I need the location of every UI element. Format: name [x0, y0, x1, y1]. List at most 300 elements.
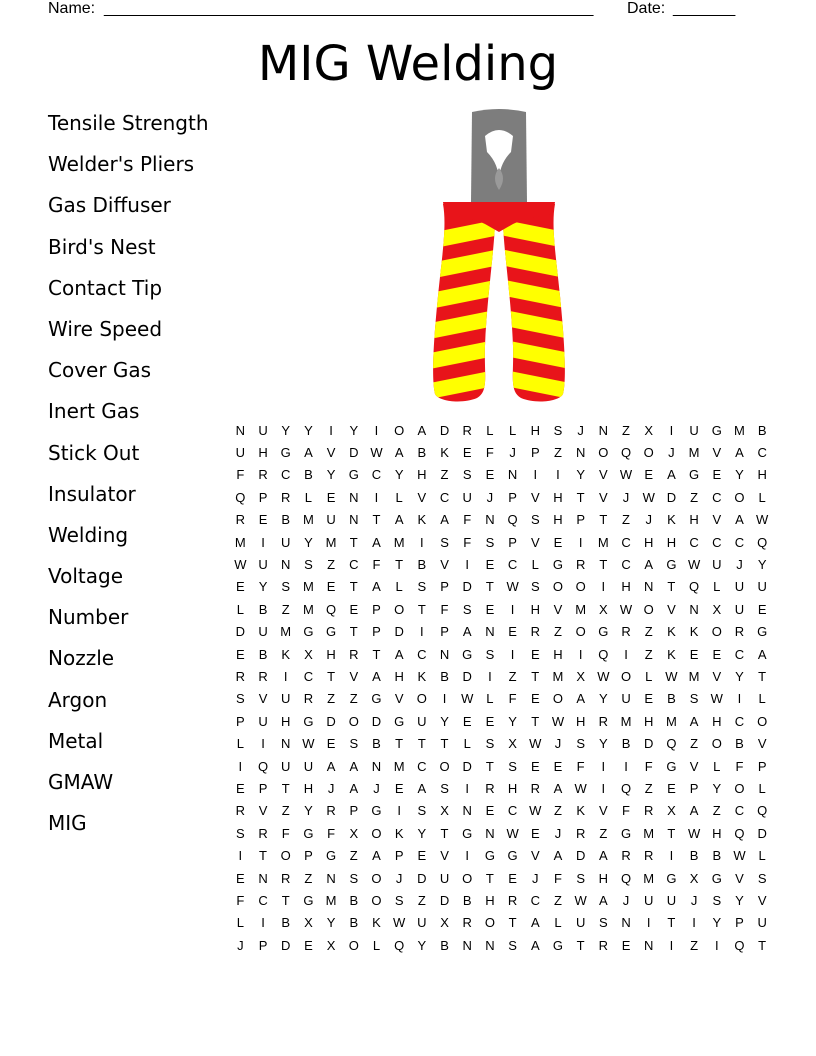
grid-letter[interactable]: R	[575, 825, 586, 841]
grid-letter[interactable]: I	[601, 579, 606, 595]
grid-letter[interactable]: N	[485, 937, 495, 953]
grid-letter[interactable]: C	[757, 445, 767, 461]
grid-letter[interactable]: M	[393, 758, 405, 774]
grid-letter[interactable]: A	[553, 848, 563, 864]
grid-letter[interactable]: M	[643, 825, 655, 841]
grid-letter[interactable]: T	[599, 512, 608, 528]
grid-letter[interactable]: O	[757, 713, 768, 729]
grid-letter[interactable]: E	[712, 646, 722, 662]
grid-letter[interactable]: E	[644, 691, 654, 707]
grid-letter[interactable]: H	[258, 445, 268, 461]
grid-letter[interactable]: Y	[326, 915, 336, 931]
grid-letter[interactable]: T	[485, 870, 494, 886]
grid-letter[interactable]: H	[530, 601, 540, 617]
grid-letter[interactable]: I	[624, 646, 628, 662]
grid-letter[interactable]: T	[372, 512, 381, 528]
grid-letter[interactable]: R	[462, 422, 472, 438]
grid-letter[interactable]: Y	[440, 713, 449, 729]
grid-letter[interactable]: G	[280, 445, 291, 461]
grid-letter[interactable]: A	[735, 512, 744, 528]
grid-letter[interactable]: D	[349, 445, 359, 461]
grid-letter[interactable]: M	[302, 579, 314, 595]
grid-letter[interactable]: G	[711, 422, 722, 438]
grid-letter[interactable]: V	[735, 870, 744, 886]
grid-letter[interactable]: T	[667, 579, 676, 595]
grid-letter[interactable]: I	[397, 803, 401, 819]
grid-letter[interactable]: B	[440, 668, 449, 684]
grid-letter[interactable]: E	[485, 713, 495, 729]
grid-letter[interactable]: N	[644, 937, 654, 953]
grid-letter[interactable]: L	[236, 915, 244, 931]
grid-letter[interactable]: S	[304, 557, 313, 573]
grid-letter[interactable]: Z	[553, 892, 562, 908]
grid-letter[interactable]: M	[688, 668, 700, 684]
grid-letter[interactable]: W	[619, 467, 633, 483]
grid-letter[interactable]: P	[757, 758, 767, 774]
grid-letter[interactable]: E	[485, 601, 495, 617]
grid-letter[interactable]: Q	[620, 445, 632, 461]
grid-letter[interactable]: C	[507, 803, 518, 819]
grid-letter[interactable]: A	[372, 848, 381, 864]
grid-letter[interactable]: H	[666, 534, 677, 550]
grid-letter[interactable]: R	[235, 803, 246, 819]
grid-letter[interactable]: X	[440, 915, 449, 931]
grid-letter[interactable]: Y	[349, 422, 359, 438]
grid-letter[interactable]: W	[687, 825, 701, 841]
grid-letter[interactable]: O	[620, 668, 632, 684]
grid-letter[interactable]: S	[757, 870, 767, 886]
grid-letter[interactable]: C	[621, 557, 631, 573]
grid-letter[interactable]: I	[510, 646, 515, 662]
grid-letter[interactable]: P	[689, 780, 699, 796]
grid-letter[interactable]: U	[621, 691, 631, 707]
grid-letter[interactable]: S	[530, 579, 540, 595]
grid-letter[interactable]: I	[737, 691, 742, 707]
grid-letter[interactable]: J	[668, 445, 675, 461]
grid-letter[interactable]: G	[303, 825, 314, 841]
grid-letter[interactable]: U	[417, 713, 427, 729]
grid-letter[interactable]: U	[258, 624, 268, 640]
grid-letter[interactable]: G	[507, 848, 518, 864]
grid-letter[interactable]: P	[440, 624, 449, 640]
grid-letter[interactable]: D	[235, 624, 246, 640]
grid-letter[interactable]: D	[757, 825, 767, 841]
grid-letter[interactable]: L	[713, 758, 721, 774]
grid-letter[interactable]: O	[711, 736, 722, 752]
grid-letter[interactable]: H	[712, 713, 722, 729]
grid-letter[interactable]: A	[599, 848, 608, 864]
grid-letter[interactable]: O	[734, 780, 745, 796]
grid-letter[interactable]: J	[622, 489, 630, 505]
grid-letter[interactable]: R	[258, 668, 268, 684]
grid-letter[interactable]: C	[712, 489, 722, 505]
grid-letter[interactable]: I	[624, 758, 628, 774]
grid-letter[interactable]: Y	[304, 422, 313, 438]
grid-letter[interactable]: H	[417, 467, 427, 483]
grid-letter[interactable]: R	[462, 915, 472, 931]
grid-letter[interactable]: P	[372, 624, 381, 640]
grid-letter[interactable]: B	[462, 892, 472, 908]
grid-letter[interactable]: V	[689, 758, 699, 774]
grid-letter[interactable]: T	[508, 915, 517, 931]
grid-letter[interactable]: T	[281, 780, 290, 796]
grid-letter[interactable]: D	[462, 758, 472, 774]
grid-letter[interactable]: E	[349, 601, 359, 617]
grid-letter[interactable]: W	[665, 668, 678, 684]
grid-letter[interactable]: S	[236, 691, 245, 707]
grid-letter[interactable]: U	[462, 489, 472, 505]
grid-letter[interactable]: G	[552, 557, 564, 573]
grid-letter[interactable]: T	[576, 489, 585, 505]
grid-letter[interactable]: P	[440, 579, 449, 595]
grid-letter[interactable]: I	[488, 668, 492, 684]
grid-letter[interactable]: S	[440, 534, 449, 550]
grid-letter[interactable]: E	[621, 937, 631, 953]
grid-letter[interactable]: Z	[281, 803, 290, 819]
grid-letter[interactable]: K	[667, 512, 676, 528]
grid-letter[interactable]: A	[417, 422, 427, 438]
grid-letter[interactable]: E	[236, 780, 245, 796]
grid-letter[interactable]: R	[621, 848, 631, 864]
grid-letter[interactable]: I	[601, 758, 606, 774]
grid-letter[interactable]: J	[622, 892, 630, 908]
grid-letter[interactable]: O	[484, 915, 495, 931]
grid-letter[interactable]: B	[281, 512, 291, 528]
grid-letter[interactable]: G	[711, 870, 722, 886]
grid-letter[interactable]: W	[619, 601, 633, 617]
grid-letter[interactable]: I	[442, 691, 447, 707]
grid-letter[interactable]: H	[689, 512, 699, 528]
grid-letter[interactable]: R	[258, 467, 268, 483]
grid-letter[interactable]: A	[304, 445, 313, 461]
grid-letter[interactable]: C	[281, 467, 291, 483]
grid-letter[interactable]: I	[669, 848, 674, 864]
grid-letter[interactable]: Q	[394, 937, 405, 953]
grid-letter[interactable]: E	[757, 601, 767, 617]
grid-letter[interactable]: B	[349, 892, 359, 908]
grid-letter[interactable]: M	[643, 870, 655, 886]
grid-letter[interactable]: Z	[599, 825, 608, 841]
grid-letter[interactable]: E	[530, 646, 540, 662]
grid-letter[interactable]: H	[553, 646, 563, 662]
grid-letter[interactable]: Q	[757, 534, 768, 550]
grid-letter[interactable]: G	[666, 557, 677, 573]
grid-letter[interactable]: E	[530, 758, 540, 774]
grid-letter[interactable]: C	[621, 534, 631, 550]
grid-letter[interactable]: G	[462, 825, 473, 841]
grid-letter[interactable]: O	[439, 758, 450, 774]
grid-letter[interactable]: B	[735, 736, 744, 752]
grid-letter[interactable]: T	[417, 736, 426, 752]
grid-letter[interactable]: E	[485, 467, 495, 483]
grid-letter[interactable]: F	[485, 445, 494, 461]
grid-letter[interactable]: L	[758, 848, 766, 864]
grid-letter[interactable]: A	[599, 892, 608, 908]
grid-letter[interactable]: O	[371, 892, 382, 908]
grid-letter[interactable]: W	[687, 557, 701, 573]
grid-letter[interactable]: E	[417, 848, 427, 864]
grid-letter[interactable]: C	[734, 713, 745, 729]
grid-letter[interactable]: C	[712, 534, 722, 550]
grid-letter[interactable]: D	[575, 848, 586, 864]
grid-letter[interactable]: Z	[553, 624, 562, 640]
grid-letter[interactable]: J	[554, 825, 562, 841]
grid-letter[interactable]: W	[234, 557, 247, 573]
grid-letter[interactable]: F	[236, 892, 245, 908]
grid-letter[interactable]: D	[462, 579, 472, 595]
grid-letter[interactable]: W	[461, 691, 474, 707]
grid-letter[interactable]: N	[281, 736, 291, 752]
grid-letter[interactable]: L	[463, 736, 471, 752]
grid-letter[interactable]: Y	[417, 937, 427, 953]
grid-letter[interactable]: U	[757, 915, 767, 931]
grid-letter[interactable]: B	[417, 557, 427, 573]
grid-letter[interactable]: R	[644, 848, 654, 864]
grid-letter[interactable]: W	[574, 780, 587, 796]
grid-letter[interactable]: A	[644, 557, 654, 573]
grid-letter[interactable]: A	[689, 803, 699, 819]
grid-letter[interactable]: O	[394, 422, 405, 438]
grid-letter[interactable]: E	[667, 780, 676, 796]
grid-letter[interactable]: U	[281, 691, 291, 707]
grid-letter[interactable]: V	[440, 848, 449, 864]
grid-letter[interactable]: P	[372, 601, 381, 617]
grid-letter[interactable]: M	[688, 445, 700, 461]
grid-letter[interactable]: D	[439, 892, 450, 908]
grid-letter[interactable]: Z	[644, 646, 653, 662]
grid-letter[interactable]: U	[258, 422, 268, 438]
grid-letter[interactable]: R	[530, 780, 540, 796]
grid-letter[interactable]: S	[417, 579, 427, 595]
grid-letter[interactable]: R	[281, 870, 291, 886]
grid-letter[interactable]: J	[554, 736, 562, 752]
grid-letter[interactable]: D	[326, 713, 336, 729]
grid-letter[interactable]: G	[348, 467, 359, 483]
date-field[interactable]: _______	[673, 0, 736, 17]
grid-letter[interactable]: B	[349, 915, 359, 931]
grid-letter[interactable]: G	[689, 467, 700, 483]
grid-letter[interactable]: X	[508, 736, 517, 752]
grid-letter[interactable]: W	[529, 736, 542, 752]
grid-letter[interactable]: Z	[644, 780, 653, 796]
grid-letter[interactable]: U	[666, 892, 677, 908]
grid-letter[interactable]: O	[552, 691, 564, 707]
grid-letter[interactable]: L	[372, 937, 381, 953]
grid-letter[interactable]: H	[644, 534, 654, 550]
grid-letter[interactable]: U	[326, 512, 336, 528]
grid-letter[interactable]: T	[531, 668, 540, 684]
grid-letter[interactable]: M	[302, 601, 314, 617]
grid-letter[interactable]: D	[439, 422, 450, 438]
grid-letter[interactable]: L	[531, 557, 539, 573]
grid-letter[interactable]: Y	[599, 736, 608, 752]
grid-letter[interactable]: R	[303, 691, 314, 707]
grid-letter[interactable]: D	[371, 713, 382, 729]
grid-letter[interactable]: G	[394, 713, 405, 729]
grid-letter[interactable]: V	[258, 803, 268, 819]
grid-letter[interactable]: X	[689, 870, 699, 886]
grid-letter[interactable]: A	[394, 646, 404, 662]
grid-letter[interactable]: Z	[327, 557, 336, 573]
grid-letter[interactable]: Q	[666, 736, 677, 752]
grid-letter[interactable]: Q	[326, 601, 337, 617]
grid-letter[interactable]: B	[304, 467, 313, 483]
grid-letter[interactable]: F	[553, 870, 562, 886]
grid-letter[interactable]: Y	[599, 691, 608, 707]
grid-letter[interactable]: G	[303, 624, 314, 640]
grid-letter[interactable]: W	[597, 668, 610, 684]
grid-letter[interactable]: X	[304, 915, 313, 931]
grid-letter[interactable]: H	[281, 713, 291, 729]
grid-letter[interactable]: V	[667, 601, 676, 617]
grid-letter[interactable]: R	[235, 512, 246, 528]
grid-letter[interactable]: Y	[304, 803, 313, 819]
grid-letter[interactable]: S	[349, 870, 359, 886]
grid-letter[interactable]: K	[372, 915, 381, 931]
grid-letter[interactable]: T	[395, 557, 404, 573]
grid-letter[interactable]: S	[712, 892, 722, 908]
grid-letter[interactable]: Q	[689, 579, 700, 595]
grid-letter[interactable]: I	[669, 422, 674, 438]
grid-letter[interactable]: V	[394, 691, 404, 707]
grid-letter[interactable]: V	[599, 489, 608, 505]
grid-letter[interactable]: U	[303, 758, 314, 774]
grid-letter[interactable]: Z	[327, 691, 336, 707]
grid-letter[interactable]: F	[440, 601, 449, 617]
grid-letter[interactable]: M	[325, 534, 337, 550]
grid-letter[interactable]: C	[371, 467, 382, 483]
grid-letter[interactable]: I	[533, 467, 538, 483]
grid-letter[interactable]: L	[758, 780, 766, 796]
grid-letter[interactable]: A	[349, 780, 359, 796]
grid-letter[interactable]: U	[644, 892, 654, 908]
grid-letter[interactable]: V	[258, 691, 268, 707]
grid-letter[interactable]: V	[599, 467, 608, 483]
grid-letter[interactable]: I	[374, 422, 379, 438]
grid-letter[interactable]: Z	[622, 422, 630, 438]
grid-letter[interactable]: K	[667, 624, 676, 640]
grid-letter[interactable]: W	[302, 736, 315, 752]
grid-letter[interactable]: C	[734, 803, 745, 819]
grid-letter[interactable]: Y	[394, 467, 404, 483]
grid-letter[interactable]: W	[574, 892, 587, 908]
grid-letter[interactable]: C	[258, 892, 268, 908]
grid-letter[interactable]: P	[236, 713, 245, 729]
grid-letter[interactable]: I	[261, 915, 265, 931]
grid-letter[interactable]: A	[372, 534, 381, 550]
grid-letter[interactable]: I	[692, 915, 696, 931]
grid-letter[interactable]: N	[485, 624, 495, 640]
grid-letter[interactable]: Z	[690, 937, 699, 953]
grid-letter[interactable]: L	[508, 422, 517, 438]
grid-letter[interactable]: G	[371, 691, 382, 707]
grid-letter[interactable]: U	[258, 557, 268, 573]
grid-letter[interactable]: U	[712, 557, 722, 573]
grid-letter[interactable]: X	[440, 803, 449, 819]
grid-letter[interactable]: I	[420, 624, 424, 640]
grid-letter[interactable]: A	[394, 512, 404, 528]
grid-letter[interactable]: S	[440, 780, 449, 796]
grid-letter[interactable]: G	[666, 870, 677, 886]
grid-letter[interactable]: T	[758, 937, 767, 953]
grid-letter[interactable]: G	[620, 825, 632, 841]
grid-letter[interactable]: O	[394, 601, 405, 617]
grid-letter[interactable]: T	[667, 915, 676, 931]
grid-letter[interactable]: Z	[417, 892, 426, 908]
grid-letter[interactable]: K	[281, 646, 291, 662]
grid-letter[interactable]: N	[281, 557, 291, 573]
grid-letter[interactable]: B	[281, 915, 291, 931]
grid-letter[interactable]: L	[713, 579, 721, 595]
grid-letter[interactable]: Z	[349, 691, 358, 707]
grid-letter[interactable]: T	[576, 937, 585, 953]
grid-letter[interactable]: T	[349, 624, 358, 640]
grid-letter[interactable]: L	[758, 691, 766, 707]
grid-letter[interactable]: J	[237, 937, 244, 953]
grid-letter[interactable]: V	[712, 445, 722, 461]
grid-letter[interactable]: Y	[576, 467, 585, 483]
grid-letter[interactable]: T	[259, 848, 267, 864]
grid-letter[interactable]: S	[576, 870, 585, 886]
grid-letter[interactable]: I	[238, 758, 243, 774]
grid-letter[interactable]: A	[530, 915, 540, 931]
grid-letter[interactable]: E	[508, 624, 517, 640]
grid-letter[interactable]: Q	[620, 870, 632, 886]
grid-letter[interactable]: O	[371, 825, 382, 841]
name-field[interactable]: _______________________________________________________	[104, 0, 594, 17]
grid-letter[interactable]: U	[734, 601, 745, 617]
grid-letter[interactable]: M	[734, 422, 745, 438]
grid-letter[interactable]: G	[326, 624, 337, 640]
grid-letter[interactable]: T	[485, 579, 494, 595]
grid-letter[interactable]: I	[329, 422, 333, 438]
grid-letter[interactable]: H	[553, 489, 563, 505]
grid-letter[interactable]: U	[734, 579, 745, 595]
grid-letter[interactable]: U	[439, 870, 450, 886]
grid-letter[interactable]: M	[280, 624, 292, 640]
grid-letter[interactable]: B	[667, 691, 676, 707]
grid-letter[interactable]: T	[667, 825, 676, 841]
grid-letter[interactable]: S	[462, 601, 472, 617]
grid-letter[interactable]: V	[440, 557, 449, 573]
grid-letter[interactable]: D	[417, 870, 427, 886]
grid-letter[interactable]: V	[553, 601, 563, 617]
grid-letter[interactable]: W	[506, 579, 519, 595]
grid-letter[interactable]: N	[689, 601, 699, 617]
grid-letter[interactable]: S	[599, 915, 608, 931]
grid-letter[interactable]: W	[506, 825, 519, 841]
grid-letter[interactable]: W	[756, 512, 769, 528]
grid-letter[interactable]: Z	[304, 870, 313, 886]
grid-letter[interactable]: I	[465, 848, 470, 864]
grid-letter[interactable]: A	[326, 758, 336, 774]
grid-letter[interactable]: J	[395, 870, 403, 886]
grid-letter[interactable]: S	[462, 467, 472, 483]
grid-letter[interactable]: S	[349, 736, 359, 752]
grid-letter[interactable]: Q	[598, 646, 609, 662]
grid-letter[interactable]: H	[394, 668, 404, 684]
grid-letter[interactable]: I	[261, 534, 265, 550]
grid-letter[interactable]: P	[530, 445, 540, 461]
grid-letter[interactable]: V	[712, 512, 722, 528]
grid-letter[interactable]: N	[349, 512, 359, 528]
grid-letter[interactable]: Z	[690, 489, 699, 505]
grid-letter[interactable]: F	[281, 825, 290, 841]
grid-letter[interactable]: Z	[712, 803, 721, 819]
grid-letter[interactable]: C	[417, 646, 427, 662]
grid-letter[interactable]: Y	[508, 713, 517, 729]
grid-letter[interactable]: G	[303, 892, 314, 908]
